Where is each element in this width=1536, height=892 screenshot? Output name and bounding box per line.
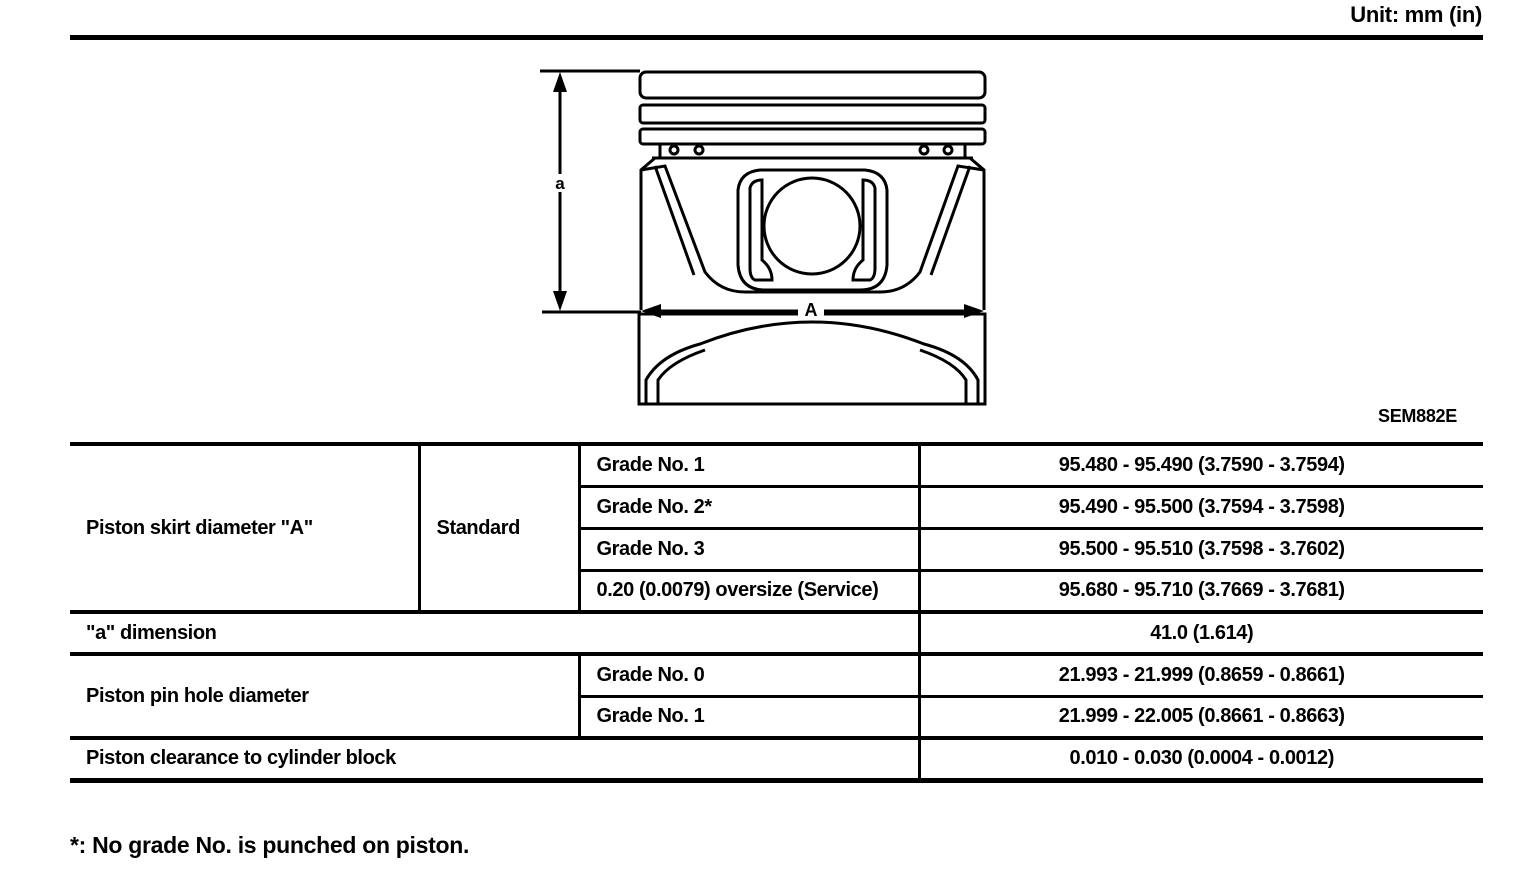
value-cell: 95.490 - 95.500 (3.7594 - 3.7598) <box>919 486 1483 528</box>
grade-cell: Grade No. 1 <box>579 444 919 486</box>
skirt-standard-label: Standard <box>419 444 579 612</box>
spec-table <box>70 442 1483 783</box>
width-dimension-label: A <box>804 300 818 320</box>
grade-cell: Grade No. 0 <box>579 654 919 696</box>
grade-cell: Grade No. 1 <box>579 696 919 738</box>
piston-diagram <box>530 62 1000 412</box>
table-row <box>70 444 1483 486</box>
grade-cell: 0.20 (0.0079) oversize (Service) <box>579 570 919 612</box>
value-cell: 95.680 - 95.710 (3.7669 - 3.7681) <box>919 570 1483 612</box>
pin-hole-diameter-label: Piston pin hole diameter <box>70 654 579 738</box>
grade-cell: Grade No. 2* <box>579 486 919 528</box>
table-row <box>70 738 1483 780</box>
table-row <box>70 654 1483 696</box>
value-cell: 41.0 (1.614) <box>919 612 1483 654</box>
grade-cell: Grade No. 3 <box>579 528 919 570</box>
value-cell: 95.500 - 95.510 (3.7598 - 3.7602) <box>919 528 1483 570</box>
clearance-label: Piston clearance to cylinder block <box>70 738 919 780</box>
value-cell: 21.999 - 22.005 (0.8661 - 0.8663) <box>919 696 1483 738</box>
top-rule <box>70 35 1483 40</box>
a-dimension-label: "a" dimension <box>70 612 919 654</box>
figure-code: SEM882E <box>1378 406 1457 426</box>
footnote: *: No grade No. is punched on piston. <box>70 832 470 858</box>
value-cell: 0.010 - 0.030 (0.0004 - 0.0012) <box>919 738 1483 780</box>
unit-label: Unit: mm (in) <box>1350 2 1482 27</box>
height-dimension-label: a <box>555 174 565 193</box>
skirt-diameter-label: Piston skirt diameter "A" <box>70 444 419 612</box>
table-row <box>70 612 1483 654</box>
value-cell: 21.993 - 21.999 (0.8659 - 0.8661) <box>919 654 1483 696</box>
value-cell: 95.480 - 95.490 (3.7590 - 3.7594) <box>919 444 1483 486</box>
